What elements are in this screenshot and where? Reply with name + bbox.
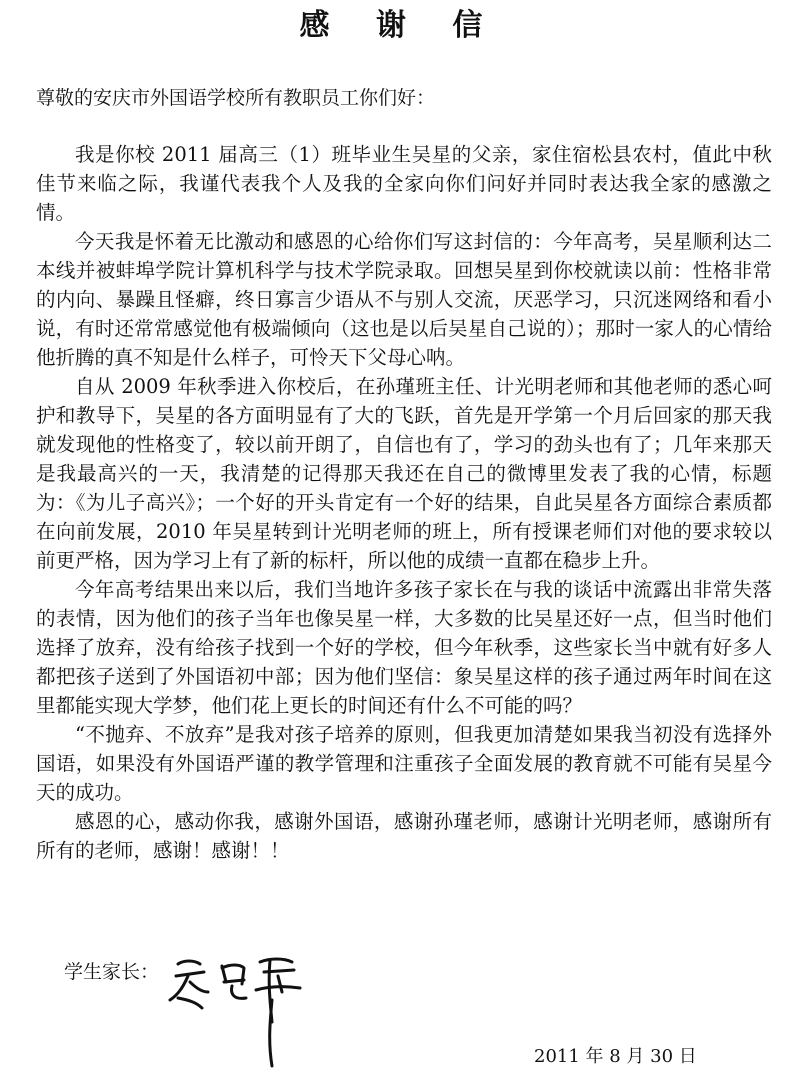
letter-title: 感 谢 信 [299,8,501,43]
salutation: 尊敬的安庆市外国语学校所有教职员工你们好： [36,87,436,109]
letter-body [36,140,772,865]
handwritten-signature [160,942,320,1072]
letter-date: 2011 年 8 月 30 日 [534,1046,697,1067]
body-paragraph-6: 感恩的心，感动你我，感谢外国语，感谢孙瑾老师，感谢计光明老师，感谢所有所有的老师，感谢！感谢！！ [36,810,772,862]
body-paragraph-3: 自从 2009 年秋季进入你校后，在孙瑾班主任、计光明老师和其他老师的悉心呵护和教导下，吴星的各方面明显有了大的飞跃，首先是开学第一个月后回家的那天我就发现他的性格变了，较以前开朗了，自信也有了，学习的劲头也有了；几年来那天是我最高兴的一天，我清楚的记得那天我还在自己的微博里发表了我的心情，标题为：《为儿子高兴》；一个好的开头肯定有一个好的结果，自此吴星各方面综合素质都在向前发展，2010 年吴星转到计光明老师的班上，所有授课老师们对他的要求较以前更严格，因为学习上有了新的标杆，所以他的成绩一直都在稳步上升。 [36,375,772,572]
body-paragraph-5: “不抛弃、不放弃”是我对孩子培养的原则，但我更加清楚如果我当初没有选择外国语，如果没有外国语严谨的教学管理和注重孩子全面发展的教育就不可能有吴星今天的成功。 [36,723,772,804]
body-paragraph-1: 我是你校 2011 届高三（1）班毕业生吴星的父亲，家住宿松县农村，值此中秋佳节来临之际，我谨代表我个人及我的全家向你们问好并同时表达我全家的感激之情。 [36,143,772,224]
body-paragraph-2: 今天我是怀着无比激动和感恩的心给你们写这封信的：今年高考，吴星顺利达二本线并被蚌埠学院计算机科学与技术学院录取。回想吴星到你校就读以前：性格非常的内向、暴躁且怪癖，终日寡言少语从不与别人交流，厌恶学习，只沉迷网络和看小说，有时还常常感觉他有极端倾向（这也是以后吴星自己说的）；那时一家人的心情给他折腾的真不知是什么样子，可怜天下父母心呐。 [36,230,772,369]
signature-label: 学生家长： [64,961,160,983]
body-paragraph-4: 今年高考结果出来以后，我们当地许多孩子家长在与我的谈话中流露出非常失落的表情，因为他们的孩子当年也像吴星一样，大多数的比吴星还好一点，但当时他们选择了放弃，没有给孩子找到一个好的学校，但今年秋季，这些家长当中就有好多人都把孩子送到了外国语初中部；因为他们坚信：象吴星这样的孩子通过两年时间在这里都能实现大学梦，他们花上更长的时间还有什么不可能的吗？ [36,578,772,717]
